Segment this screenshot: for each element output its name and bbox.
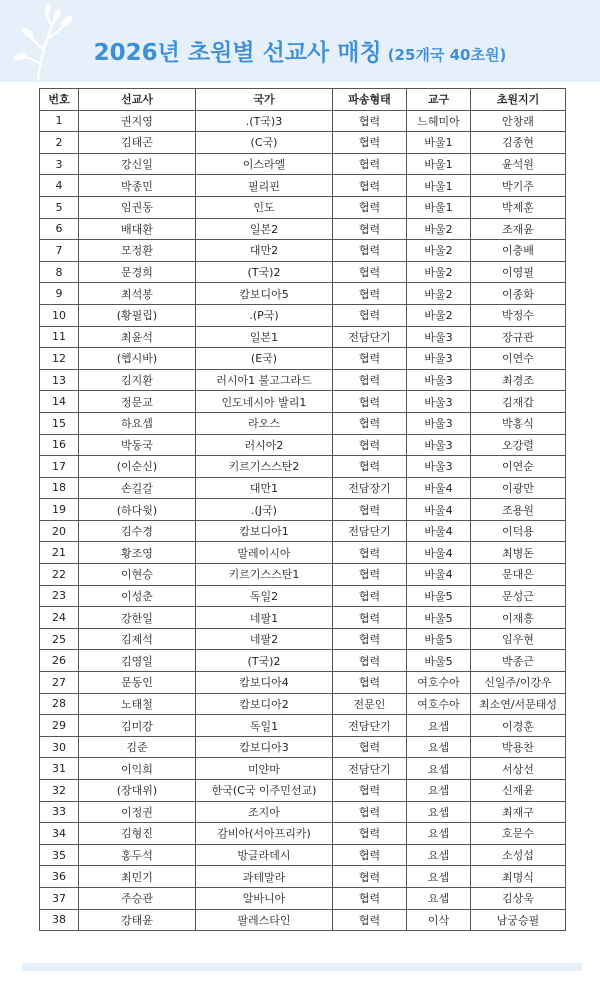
grassland-leader-cell: 최명식 xyxy=(471,866,566,888)
row-number-cell: 9 xyxy=(40,283,79,305)
missionary-name-cell: 최석봉 xyxy=(79,283,196,305)
footer-bar xyxy=(22,963,582,971)
dispatch-type-cell: 협력 xyxy=(333,564,407,586)
table-row xyxy=(40,326,566,348)
dispatch-type-cell: 협력 xyxy=(333,887,407,909)
row-number-cell: 22 xyxy=(40,564,79,586)
row-number-cell: 36 xyxy=(40,866,79,888)
country-cell: 팔레스타인 xyxy=(196,909,333,931)
country-cell: 대만1 xyxy=(196,477,333,499)
table-row xyxy=(40,391,566,413)
col-header-no: 번호 xyxy=(40,89,79,111)
missionary-name-cell: 강태윤 xyxy=(79,909,196,931)
country-cell: 인도 xyxy=(196,196,333,218)
country-cell: 감비아(서아프리카) xyxy=(196,823,333,845)
parish-cell: 요셉 xyxy=(407,715,471,737)
parish-cell: 바울5 xyxy=(407,585,471,607)
missionary-name-cell: (하다윗) xyxy=(79,499,196,521)
dispatch-type-cell: 협력 xyxy=(333,348,407,370)
row-number-cell: 11 xyxy=(40,326,79,348)
table-row xyxy=(40,909,566,931)
grassland-leader-cell: 최재구 xyxy=(471,801,566,823)
parish-cell: 바울3 xyxy=(407,434,471,456)
parish-cell: 바울1 xyxy=(407,153,471,175)
missionary-name-cell: 김제석 xyxy=(79,628,196,650)
dispatch-type-cell: 협력 xyxy=(333,412,407,434)
dispatch-type-cell: 전담장기 xyxy=(333,477,407,499)
dispatch-type-cell: 협력 xyxy=(333,175,407,197)
table-row xyxy=(40,348,566,370)
table-row xyxy=(40,369,566,391)
dispatch-type-cell: 협력 xyxy=(333,672,407,694)
row-number-cell: 16 xyxy=(40,434,79,456)
parish-cell: 여호수아 xyxy=(407,693,471,715)
grassland-leader-cell: 이광만 xyxy=(471,477,566,499)
dispatch-type-cell: 협력 xyxy=(333,823,407,845)
missionary-name-cell: (장대위) xyxy=(79,780,196,802)
parish-cell: 여호수아 xyxy=(407,672,471,694)
grassland-leader-cell: 조재윤 xyxy=(471,218,566,240)
missionary-name-cell: 김지환 xyxy=(79,369,196,391)
parish-cell: 바울2 xyxy=(407,304,471,326)
parish-cell: 바울2 xyxy=(407,261,471,283)
row-number-cell: 8 xyxy=(40,261,79,283)
dispatch-type-cell: 협력 xyxy=(333,110,407,132)
parish-cell: 바울3 xyxy=(407,348,471,370)
parish-cell: 바울5 xyxy=(407,628,471,650)
country-cell: 일본1 xyxy=(196,326,333,348)
country-cell: 러시아1 불고그라드 xyxy=(196,369,333,391)
grassland-leader-cell: 윤석원 xyxy=(471,153,566,175)
missionary-name-cell: 배대환 xyxy=(79,218,196,240)
dispatch-type-cell: 협력 xyxy=(333,585,407,607)
missionary-name-cell: 김수경 xyxy=(79,520,196,542)
row-number-cell: 17 xyxy=(40,456,79,478)
country-cell: 네팔2 xyxy=(196,628,333,650)
col-header-parish: 교구 xyxy=(407,89,471,111)
table-row xyxy=(40,672,566,694)
missionary-name-cell: 김형진 xyxy=(79,823,196,845)
missionary-name-cell: 이성춘 xyxy=(79,585,196,607)
country-cell: 캄보디아2 xyxy=(196,693,333,715)
grassland-leader-cell: 이덕용 xyxy=(471,520,566,542)
dispatch-type-cell: 협력 xyxy=(333,369,407,391)
table-row xyxy=(40,736,566,758)
grassland-leader-cell: 이영필 xyxy=(471,261,566,283)
missionary-name-cell: 문동인 xyxy=(79,672,196,694)
dispatch-type-cell: 전문인 xyxy=(333,693,407,715)
parish-cell: 바울1 xyxy=(407,175,471,197)
missionary-name-cell: 박동국 xyxy=(79,434,196,456)
grassland-leader-cell: 신일주/이강우 xyxy=(471,672,566,694)
table-row xyxy=(40,564,566,586)
row-number-cell: 32 xyxy=(40,780,79,802)
missionary-name-cell: 문경희 xyxy=(79,261,196,283)
dispatch-type-cell: 협력 xyxy=(333,801,407,823)
row-number-cell: 14 xyxy=(40,391,79,413)
dispatch-type-cell: 협력 xyxy=(333,844,407,866)
country-cell: .(P국) xyxy=(196,304,333,326)
country-cell: 네팔1 xyxy=(196,607,333,629)
grassland-leader-cell: 이경훈 xyxy=(471,715,566,737)
grassland-leader-cell: 이재흥 xyxy=(471,607,566,629)
table-row xyxy=(40,477,566,499)
table-row xyxy=(40,780,566,802)
parish-cell: 이삭 xyxy=(407,909,471,931)
title-subtitle: (25개국 40초원) xyxy=(387,46,507,64)
row-number-cell: 12 xyxy=(40,348,79,370)
country-cell: 일본2 xyxy=(196,218,333,240)
table-row xyxy=(40,110,566,132)
grassland-leader-cell: 박기주 xyxy=(471,175,566,197)
row-number-cell: 21 xyxy=(40,542,79,564)
missionary-name-cell: 황조영 xyxy=(79,542,196,564)
page-title xyxy=(0,34,600,67)
missionary-name-cell: 박종민 xyxy=(79,175,196,197)
table-row xyxy=(40,887,566,909)
country-cell: 조지아 xyxy=(196,801,333,823)
parish-cell: 바울4 xyxy=(407,542,471,564)
row-number-cell: 26 xyxy=(40,650,79,672)
missionary-name-cell: 강신일 xyxy=(79,153,196,175)
country-cell: 라오스 xyxy=(196,412,333,434)
row-number-cell: 23 xyxy=(40,585,79,607)
country-cell: 독일2 xyxy=(196,585,333,607)
dispatch-type-cell: 협력 xyxy=(333,456,407,478)
row-number-cell: 30 xyxy=(40,736,79,758)
parish-cell: 요셉 xyxy=(407,866,471,888)
parish-cell: 바울5 xyxy=(407,607,471,629)
table-row xyxy=(40,412,566,434)
grassland-leader-cell: 김재갑 xyxy=(471,391,566,413)
dispatch-type-cell: 협력 xyxy=(333,240,407,262)
parish-cell: 요셉 xyxy=(407,801,471,823)
table-row xyxy=(40,520,566,542)
country-cell: 말레이시아 xyxy=(196,542,333,564)
table-row xyxy=(40,823,566,845)
parish-cell: 바울3 xyxy=(407,391,471,413)
grassland-leader-cell: 최소연/서문태성 xyxy=(471,693,566,715)
grassland-leader-cell: 조용원 xyxy=(471,499,566,521)
missionary-name-cell: 이익희 xyxy=(79,758,196,780)
table-row xyxy=(40,132,566,154)
table-row xyxy=(40,844,566,866)
table-row xyxy=(40,585,566,607)
col-header-country: 국가 xyxy=(196,89,333,111)
row-number-cell: 1 xyxy=(40,110,79,132)
missionary-name-cell: 김영일 xyxy=(79,650,196,672)
dispatch-type-cell: 협력 xyxy=(333,650,407,672)
dispatch-type-cell: 협력 xyxy=(333,499,407,521)
row-number-cell: 13 xyxy=(40,369,79,391)
parish-cell: 바울4 xyxy=(407,499,471,521)
grassland-leader-cell: 호문수 xyxy=(471,823,566,845)
grassland-leader-cell: 문성근 xyxy=(471,585,566,607)
parish-cell: 요셉 xyxy=(407,758,471,780)
parish-cell: 요셉 xyxy=(407,823,471,845)
country-cell: 대만2 xyxy=(196,240,333,262)
row-number-cell: 24 xyxy=(40,607,79,629)
col-header-leader: 초원지기 xyxy=(471,89,566,111)
country-cell: 러시아2 xyxy=(196,434,333,456)
header-banner xyxy=(0,0,600,82)
missionary-name-cell: 김미강 xyxy=(79,715,196,737)
grassland-leader-cell: 박종근 xyxy=(471,650,566,672)
dispatch-type-cell: 협력 xyxy=(333,866,407,888)
row-number-cell: 18 xyxy=(40,477,79,499)
row-number-cell: 10 xyxy=(40,304,79,326)
dispatch-type-cell: 협력 xyxy=(333,909,407,931)
table-row xyxy=(40,628,566,650)
missionary-name-cell: 최윤석 xyxy=(79,326,196,348)
grassland-leader-cell: 김종현 xyxy=(471,132,566,154)
country-cell: 한국(C국 이주민선교) xyxy=(196,780,333,802)
missionary-name-cell: 임권동 xyxy=(79,196,196,218)
row-number-cell: 34 xyxy=(40,823,79,845)
row-number-cell: 37 xyxy=(40,887,79,909)
parish-cell: 바울3 xyxy=(407,326,471,348)
country-cell: 캄보디아5 xyxy=(196,283,333,305)
parish-cell: 바울3 xyxy=(407,369,471,391)
parish-cell: 바울3 xyxy=(407,412,471,434)
row-number-cell: 33 xyxy=(40,801,79,823)
dispatch-type-cell: 협력 xyxy=(333,736,407,758)
parish-cell: 바울4 xyxy=(407,520,471,542)
grassland-leader-cell: 박제훈 xyxy=(471,196,566,218)
grassland-leader-cell: 문대은 xyxy=(471,564,566,586)
dispatch-type-cell: 협력 xyxy=(333,132,407,154)
missionary-matching-table xyxy=(39,88,566,931)
grassland-leader-cell: 서상선 xyxy=(471,758,566,780)
parish-cell: 바울1 xyxy=(407,196,471,218)
country-cell: 독일1 xyxy=(196,715,333,737)
missionary-name-cell: 홍두석 xyxy=(79,844,196,866)
table-row xyxy=(40,283,566,305)
table-row xyxy=(40,715,566,737)
table-row xyxy=(40,456,566,478)
col-header-dispatch-type: 파송형태 xyxy=(333,89,407,111)
table-row xyxy=(40,434,566,456)
grassland-leader-cell: 박용찬 xyxy=(471,736,566,758)
table-header-row xyxy=(40,89,566,111)
missionary-name-cell: 노태철 xyxy=(79,693,196,715)
table-row xyxy=(40,304,566,326)
parish-cell: 요셉 xyxy=(407,844,471,866)
missionary-name-cell: 김준 xyxy=(79,736,196,758)
dispatch-type-cell: 협력 xyxy=(333,218,407,240)
dispatch-type-cell: 협력 xyxy=(333,542,407,564)
country-cell: (T국)2 xyxy=(196,261,333,283)
parish-cell: 바울2 xyxy=(407,240,471,262)
country-cell: 과테말라 xyxy=(196,866,333,888)
parish-cell: 바울5 xyxy=(407,650,471,672)
grassland-leader-cell: 임우현 xyxy=(471,628,566,650)
country-cell: (C국) xyxy=(196,132,333,154)
row-number-cell: 20 xyxy=(40,520,79,542)
table-row xyxy=(40,542,566,564)
country-cell: 방글라데시 xyxy=(196,844,333,866)
missionary-name-cell: (헵시바) xyxy=(79,348,196,370)
row-number-cell: 28 xyxy=(40,693,79,715)
grassland-leader-cell: 오강렬 xyxy=(471,434,566,456)
table-row xyxy=(40,693,566,715)
grassland-leader-cell: 남궁승필 xyxy=(471,909,566,931)
col-header-missionary: 선교사 xyxy=(79,89,196,111)
row-number-cell: 2 xyxy=(40,132,79,154)
row-number-cell: 15 xyxy=(40,412,79,434)
table-body xyxy=(40,110,566,931)
dispatch-type-cell: 협력 xyxy=(333,283,407,305)
grassland-leader-cell: 김상욱 xyxy=(471,887,566,909)
table-row xyxy=(40,866,566,888)
table-row xyxy=(40,499,566,521)
dispatch-type-cell: 협력 xyxy=(333,261,407,283)
grassland-leader-cell: 최경조 xyxy=(471,369,566,391)
parish-cell: 바울3 xyxy=(407,456,471,478)
parish-cell: 바울4 xyxy=(407,564,471,586)
row-number-cell: 5 xyxy=(40,196,79,218)
missionary-name-cell: 주승관 xyxy=(79,887,196,909)
country-cell: (T국)2 xyxy=(196,650,333,672)
missionary-name-cell: 하요셉 xyxy=(79,412,196,434)
grassland-leader-cell: 최병돈 xyxy=(471,542,566,564)
parish-cell: 요셉 xyxy=(407,780,471,802)
missionary-name-cell: (이순신) xyxy=(79,456,196,478)
table-row xyxy=(40,650,566,672)
parish-cell: 느헤미아 xyxy=(407,110,471,132)
parish-cell: 요셉 xyxy=(407,736,471,758)
dispatch-type-cell: 협력 xyxy=(333,391,407,413)
row-number-cell: 31 xyxy=(40,758,79,780)
country-cell: 키르기스스탄1 xyxy=(196,564,333,586)
country-cell: 키르기스스탄2 xyxy=(196,456,333,478)
dispatch-type-cell: 협력 xyxy=(333,434,407,456)
dispatch-type-cell: 협력 xyxy=(333,196,407,218)
country-cell: 인도네시아 발리1 xyxy=(196,391,333,413)
missionary-name-cell: 이정권 xyxy=(79,801,196,823)
parish-cell: 요셉 xyxy=(407,887,471,909)
country-cell: 이스라엘 xyxy=(196,153,333,175)
parish-cell: 바울1 xyxy=(407,132,471,154)
dispatch-type-cell: 협력 xyxy=(333,628,407,650)
missionary-name-cell: 강한일 xyxy=(79,607,196,629)
dispatch-type-cell: 협력 xyxy=(333,607,407,629)
country-cell: 알바니아 xyxy=(196,887,333,909)
table-row xyxy=(40,196,566,218)
missionary-name-cell: (황필립) xyxy=(79,304,196,326)
dispatch-type-cell: 전담단기 xyxy=(333,326,407,348)
dispatch-type-cell: 협력 xyxy=(333,153,407,175)
grassland-leader-cell: 이종화 xyxy=(471,283,566,305)
grassland-leader-cell: 이연순 xyxy=(471,456,566,478)
table-row xyxy=(40,240,566,262)
title-main: 2026년 초원별 선교사 매칭 xyxy=(93,40,382,66)
grassland-leader-cell: 박정수 xyxy=(471,304,566,326)
row-number-cell: 7 xyxy=(40,240,79,262)
parish-cell: 바울2 xyxy=(407,283,471,305)
dispatch-type-cell: 전담단기 xyxy=(333,715,407,737)
table-row xyxy=(40,261,566,283)
country-cell: 미얀마 xyxy=(196,758,333,780)
table-row xyxy=(40,218,566,240)
row-number-cell: 25 xyxy=(40,628,79,650)
parish-cell: 바울4 xyxy=(407,477,471,499)
grassland-leader-cell: 박홍식 xyxy=(471,412,566,434)
table-row xyxy=(40,153,566,175)
grassland-leader-cell: 이충배 xyxy=(471,240,566,262)
missionary-name-cell: 손길갈 xyxy=(79,477,196,499)
grassland-leader-cell: 장규관 xyxy=(471,326,566,348)
missionary-name-cell: 정문교 xyxy=(79,391,196,413)
row-number-cell: 3 xyxy=(40,153,79,175)
row-number-cell: 6 xyxy=(40,218,79,240)
grassland-leader-cell: 신재윤 xyxy=(471,780,566,802)
missionary-name-cell: 김태곤 xyxy=(79,132,196,154)
country-cell: 캄보디아3 xyxy=(196,736,333,758)
dispatch-type-cell: 협력 xyxy=(333,304,407,326)
grassland-leader-cell: 안창래 xyxy=(471,110,566,132)
row-number-cell: 38 xyxy=(40,909,79,931)
country-cell: .(J국) xyxy=(196,499,333,521)
row-number-cell: 4 xyxy=(40,175,79,197)
table-row xyxy=(40,801,566,823)
row-number-cell: 27 xyxy=(40,672,79,694)
row-number-cell: 35 xyxy=(40,844,79,866)
row-number-cell: 29 xyxy=(40,715,79,737)
missionary-name-cell: 권지영 xyxy=(79,110,196,132)
table-row xyxy=(40,607,566,629)
parish-cell: 바울2 xyxy=(407,218,471,240)
grassland-leader-cell: 소성섭 xyxy=(471,844,566,866)
dispatch-type-cell: 전담단기 xyxy=(333,758,407,780)
missionary-name-cell: 최민기 xyxy=(79,866,196,888)
dispatch-type-cell: 전담단기 xyxy=(333,520,407,542)
grassland-leader-cell: 이연수 xyxy=(471,348,566,370)
row-number-cell: 19 xyxy=(40,499,79,521)
table-row xyxy=(40,175,566,197)
country-cell: 캄보디아4 xyxy=(196,672,333,694)
country-cell: (E국) xyxy=(196,348,333,370)
missionary-name-cell: 모정환 xyxy=(79,240,196,262)
table-row xyxy=(40,758,566,780)
missionary-name-cell: 이현승 xyxy=(79,564,196,586)
dispatch-type-cell: 협력 xyxy=(333,780,407,802)
country-cell: 캄보디아1 xyxy=(196,520,333,542)
country-cell: .(T국)3 xyxy=(196,110,333,132)
country-cell: 필리핀 xyxy=(196,175,333,197)
